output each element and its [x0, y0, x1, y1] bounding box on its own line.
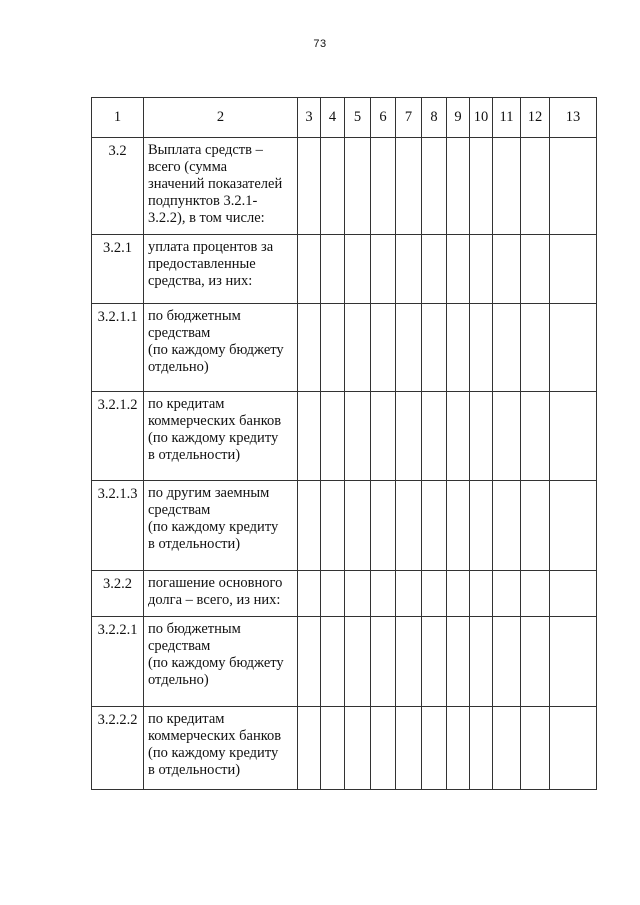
column-header: 12 [521, 98, 550, 138]
table-cell [422, 138, 447, 235]
table-cell [521, 617, 550, 707]
table-cell [321, 707, 345, 790]
table-cell [550, 617, 597, 707]
row-number: 3.2.1.3 [92, 481, 144, 571]
table-cell [298, 707, 321, 790]
table-cell [371, 707, 396, 790]
table-cell [422, 392, 447, 481]
column-header: 8 [422, 98, 447, 138]
table-cell [345, 235, 371, 304]
row-number: 3.2.2.2 [92, 707, 144, 790]
table-cell [493, 481, 521, 571]
table-cell [396, 304, 422, 392]
table-cell [493, 304, 521, 392]
table-cell [298, 481, 321, 571]
table-cell [493, 571, 521, 617]
table-cell [447, 707, 470, 790]
column-header: 6 [371, 98, 396, 138]
column-header: 5 [345, 98, 371, 138]
table-cell [470, 392, 493, 481]
column-header: 10 [470, 98, 493, 138]
row-number: 3.2.1.2 [92, 392, 144, 481]
table-cell [470, 235, 493, 304]
table-row [92, 571, 597, 617]
table-cell [298, 392, 321, 481]
table-row [92, 138, 597, 235]
table-cell [521, 571, 550, 617]
table-cell [447, 235, 470, 304]
table-cell [371, 138, 396, 235]
table-cell [470, 707, 493, 790]
table-cell [422, 304, 447, 392]
table-cell [321, 304, 345, 392]
row-label: по другим заемным средствам (по каждому кредиту в отдельности) [144, 481, 298, 571]
table-row [92, 304, 597, 392]
table-cell [396, 235, 422, 304]
table-cell [447, 617, 470, 707]
table-cell [470, 571, 493, 617]
table-cell [422, 481, 447, 571]
table-cell [396, 571, 422, 617]
table-cell [345, 138, 371, 235]
table-cell [550, 392, 597, 481]
table-cell [321, 617, 345, 707]
table-header-row [92, 98, 597, 138]
row-label: по бюджетным средствам (по каждому бюджету отдельно) [144, 304, 298, 392]
table-cell [493, 392, 521, 481]
table-cell [447, 481, 470, 571]
table-cell [345, 392, 371, 481]
table-cell [447, 392, 470, 481]
table-cell [521, 707, 550, 790]
table-cell [493, 138, 521, 235]
table-row [92, 617, 597, 707]
row-number: 3.2.2 [92, 571, 144, 617]
table-cell [422, 707, 447, 790]
table-cell [422, 235, 447, 304]
row-number: 3.2.2.1 [92, 617, 144, 707]
table-cell [345, 481, 371, 571]
table-cell [345, 304, 371, 392]
column-header: 1 [92, 98, 144, 138]
table-cell [470, 304, 493, 392]
table-cell [493, 235, 521, 304]
table-cell [521, 481, 550, 571]
table-cell [321, 481, 345, 571]
table-cell [521, 392, 550, 481]
table-cell [298, 617, 321, 707]
row-number: 3.2.1 [92, 235, 144, 304]
row-label: уплата процентов за предоставленные средства, из них: [144, 235, 298, 304]
row-number: 3.2 [92, 138, 144, 235]
table-cell [550, 304, 597, 392]
table-cell [345, 707, 371, 790]
table-row [92, 481, 597, 571]
table-cell [447, 138, 470, 235]
table-cell [550, 235, 597, 304]
table-cell [371, 304, 396, 392]
row-label: Выплата средств – всего (сумма значений показателей подпунктов 3.2.1- 3.2.2), в том числе: [144, 138, 298, 235]
table-cell [298, 138, 321, 235]
table-cell [550, 571, 597, 617]
table-cell [493, 707, 521, 790]
table-cell [422, 571, 447, 617]
column-header: 9 [447, 98, 470, 138]
table-cell [447, 571, 470, 617]
table-cell [521, 138, 550, 235]
table-cell [550, 707, 597, 790]
table-cell [396, 707, 422, 790]
table-cell [321, 138, 345, 235]
table-cell [396, 392, 422, 481]
table-cell [550, 138, 597, 235]
row-label: погашение основного долга – всего, из них: [144, 571, 298, 617]
table-cell [396, 481, 422, 571]
table-cell [371, 571, 396, 617]
table-cell [298, 235, 321, 304]
column-header: 4 [321, 98, 345, 138]
table-cell [345, 617, 371, 707]
table-cell [321, 392, 345, 481]
table-cell [298, 571, 321, 617]
table-cell [345, 571, 371, 617]
table-cell [298, 304, 321, 392]
column-header: 13 [550, 98, 597, 138]
table-cell [550, 481, 597, 571]
page-number: 73 [313, 38, 327, 50]
row-number: 3.2.1.1 [92, 304, 144, 392]
table-cell [321, 571, 345, 617]
table-cell [396, 138, 422, 235]
table-cell [371, 235, 396, 304]
table-cell [447, 304, 470, 392]
table-cell [422, 617, 447, 707]
table-cell [371, 617, 396, 707]
table-row [92, 707, 597, 790]
data-table [91, 97, 597, 790]
table-cell [470, 138, 493, 235]
column-header: 11 [493, 98, 521, 138]
table-cell [371, 392, 396, 481]
row-label: по кредитам коммерческих банков (по каждому кредиту в отдельности) [144, 707, 298, 790]
row-label: по кредитам коммерческих банков (по каждому кредиту в отдельности) [144, 392, 298, 481]
table-row [92, 235, 597, 304]
table-cell [396, 617, 422, 707]
table-cell [470, 617, 493, 707]
table-cell [521, 304, 550, 392]
table-cell [493, 617, 521, 707]
table-cell [521, 235, 550, 304]
table-cell [470, 481, 493, 571]
table-cell [321, 235, 345, 304]
table-row [92, 392, 597, 481]
column-header: 2 [144, 98, 298, 138]
column-header: 3 [298, 98, 321, 138]
column-header: 7 [396, 98, 422, 138]
table-cell [371, 481, 396, 571]
row-label: по бюджетным средствам (по каждому бюджету отдельно) [144, 617, 298, 707]
